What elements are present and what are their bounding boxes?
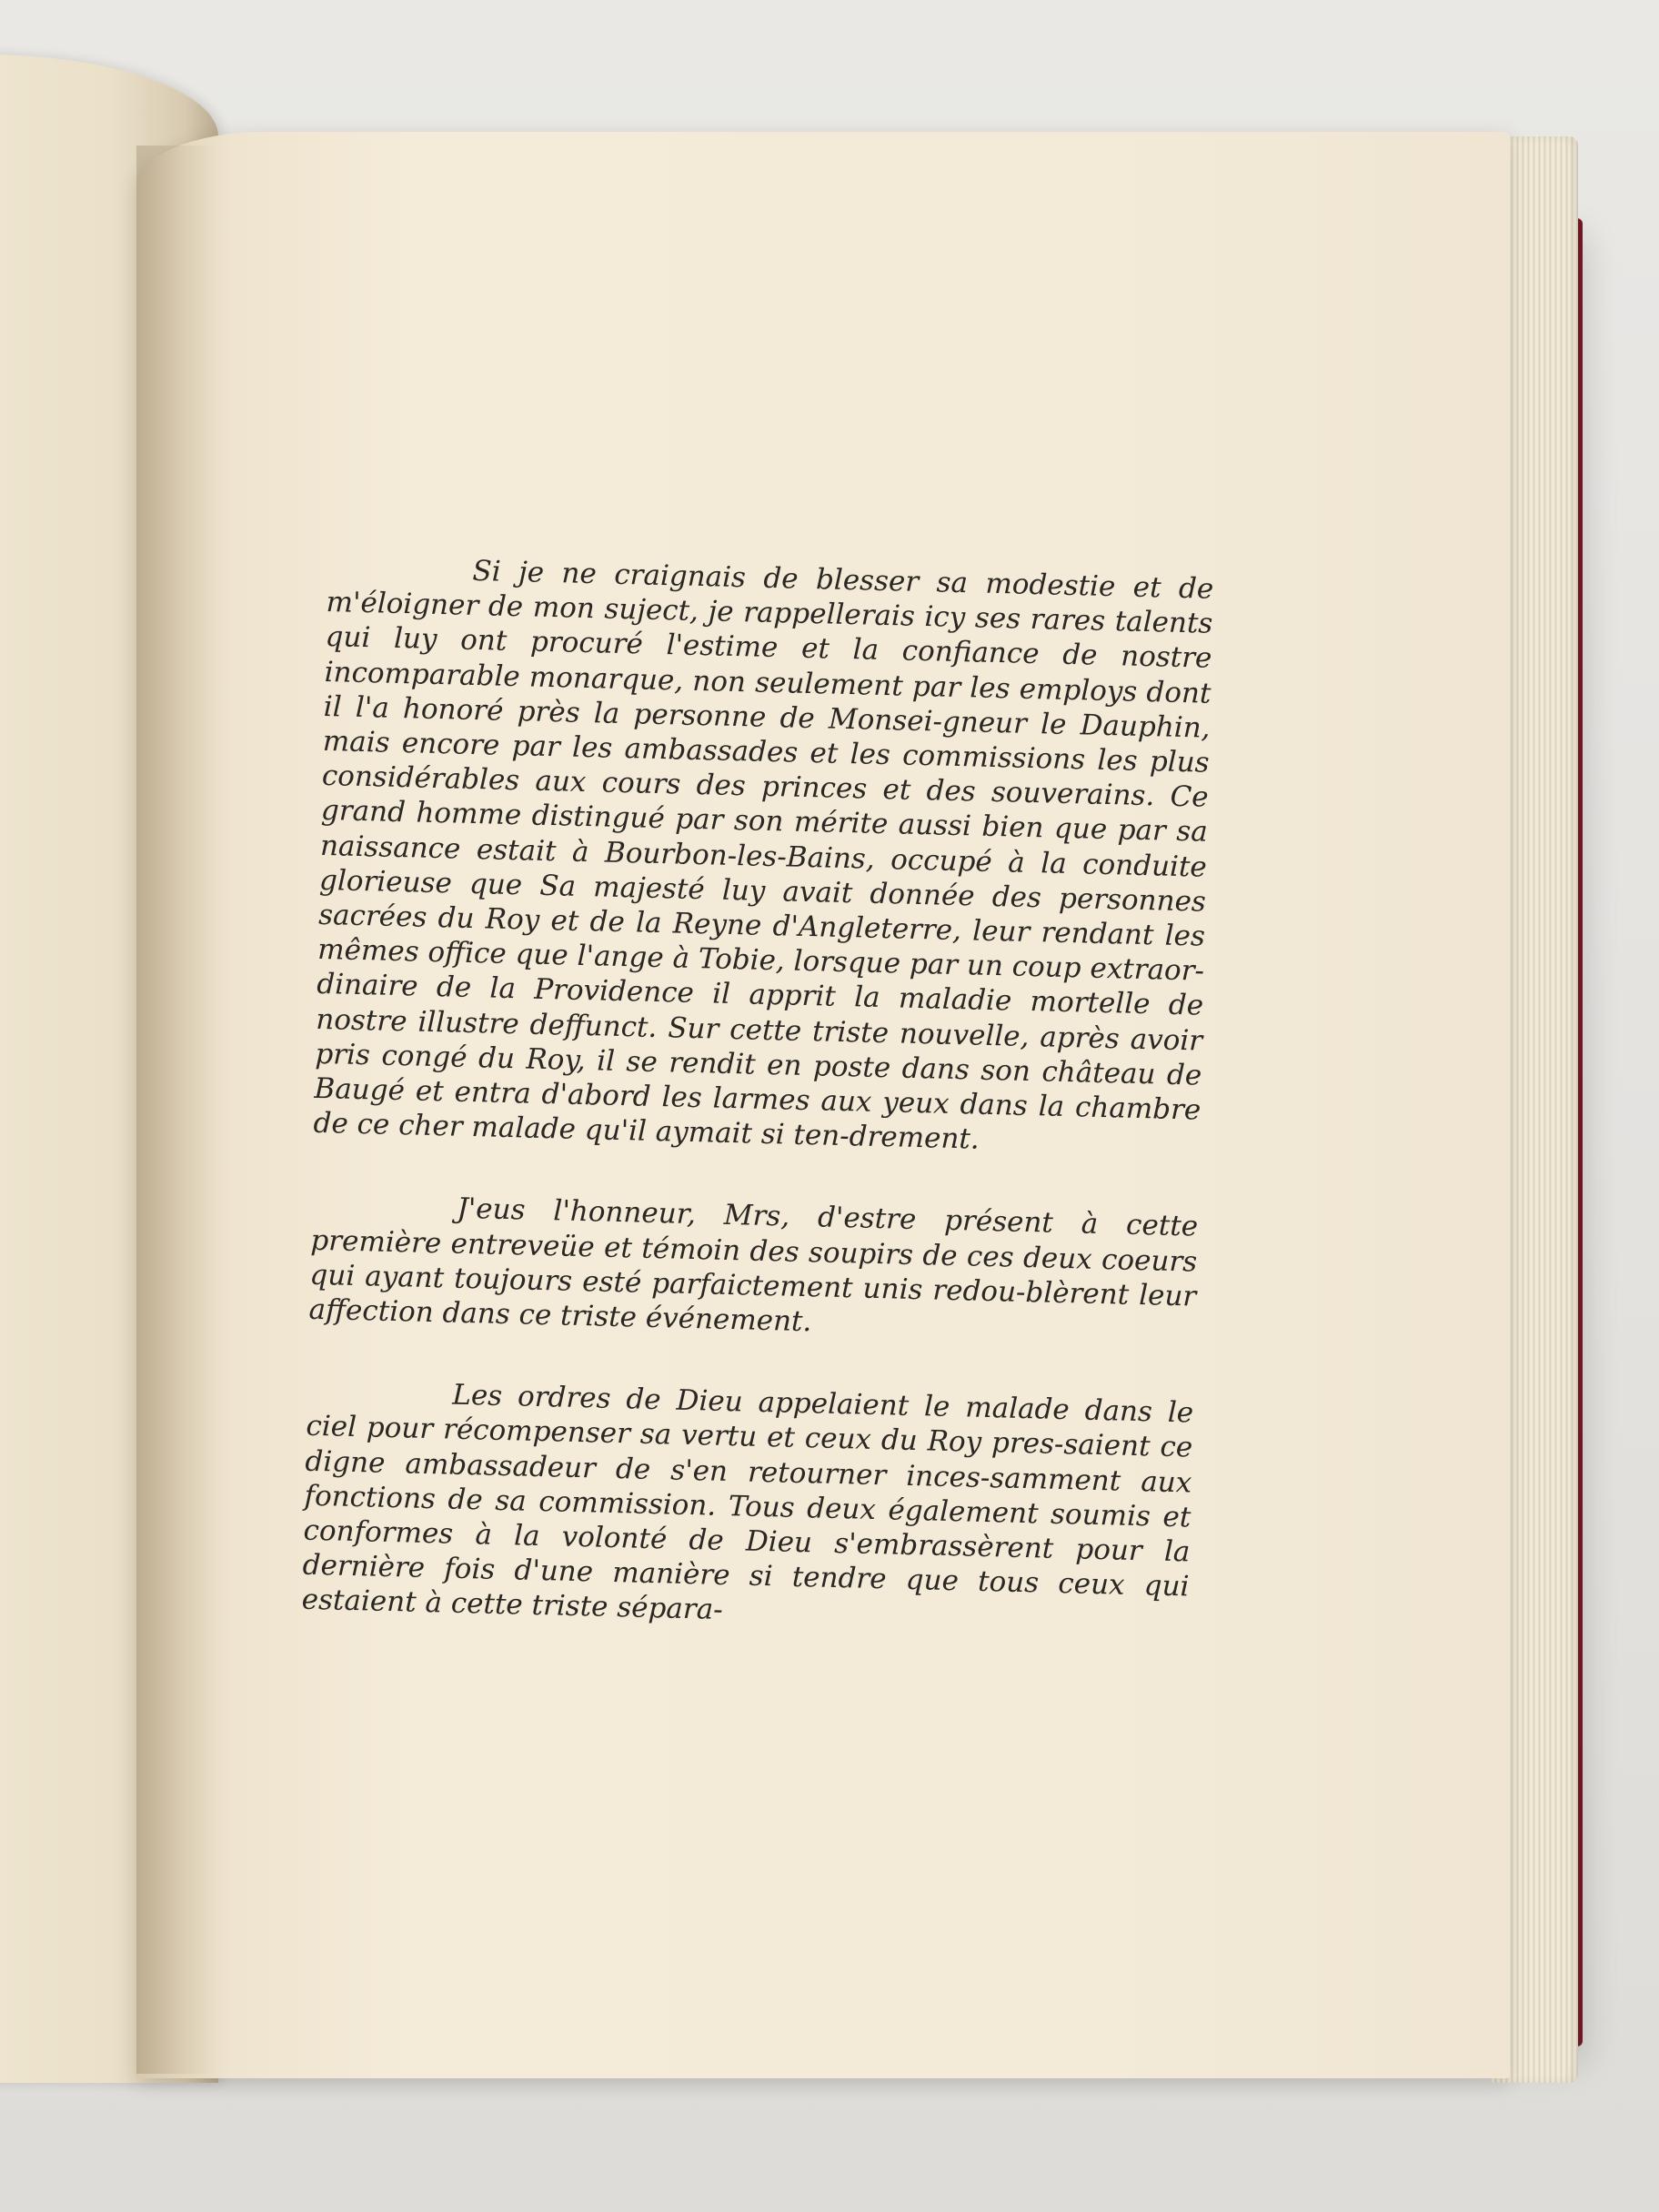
page-text-block (301, 550, 1213, 1639)
paragraph-1: Si je ne craignais de blesser sa modestie et de m'éloigner de mon suject, je rappellerais icy ses rares talents qui luy ont procuré l'estime et la confiance de nostre incomparable monarque, non seulement par les employs dont il l'a honoré près la personne de Monsei-gneur le Dauphin, mais encore par les ambassades et les commissions les plus considérables aux cours des princes et des souverains. Ce grand homme distingué par son mérite aussi bien que par sa naissance estait à Bourbon-les-Bains, occupé à la conduite glorieuse que Sa majesté luy avait donnée des personnes sacrées du Roy et de la Reyne d'Angleterre, leur rendant les mêmes office que l'ange à Tobie, lorsque par un coup extraor-dinaire de la Providence il apprit la maladie mortelle de nostre illustre deffunct. Sur cette triste nouvelle, après avoir pris congé du Roy, il se rendit en poste dans son château de Baugé et entra d'abord les larmes aux yeux dans la chambre de ce cher malade qu'il aymait si ten-drement. (313, 554, 1214, 1156)
paragraph-2: J'eus l'honneur, Mrs, d'estre présent à cette première entreveüe et témoin des soupirs de ces deux coeurs qui ayant toujours esté parfaictement unis redou-blèrent leur affection dans ce triste événement. (308, 1192, 1199, 1339)
paragraph-3: Les ordres de Dieu appelaient le malade dans le ciel pour récompenser sa vertu et ceux du Roy pres-saient ce digne ambassadeur de s'en retourner inces-samment aux fonctions de sa commission. Tous deux également soumis et conformes à la volonté de Dieu s'embrassèrent pour la dernière fois d'une manière si tendre que tous ceux qui estaient à cette triste sépara- (301, 1378, 1194, 1627)
